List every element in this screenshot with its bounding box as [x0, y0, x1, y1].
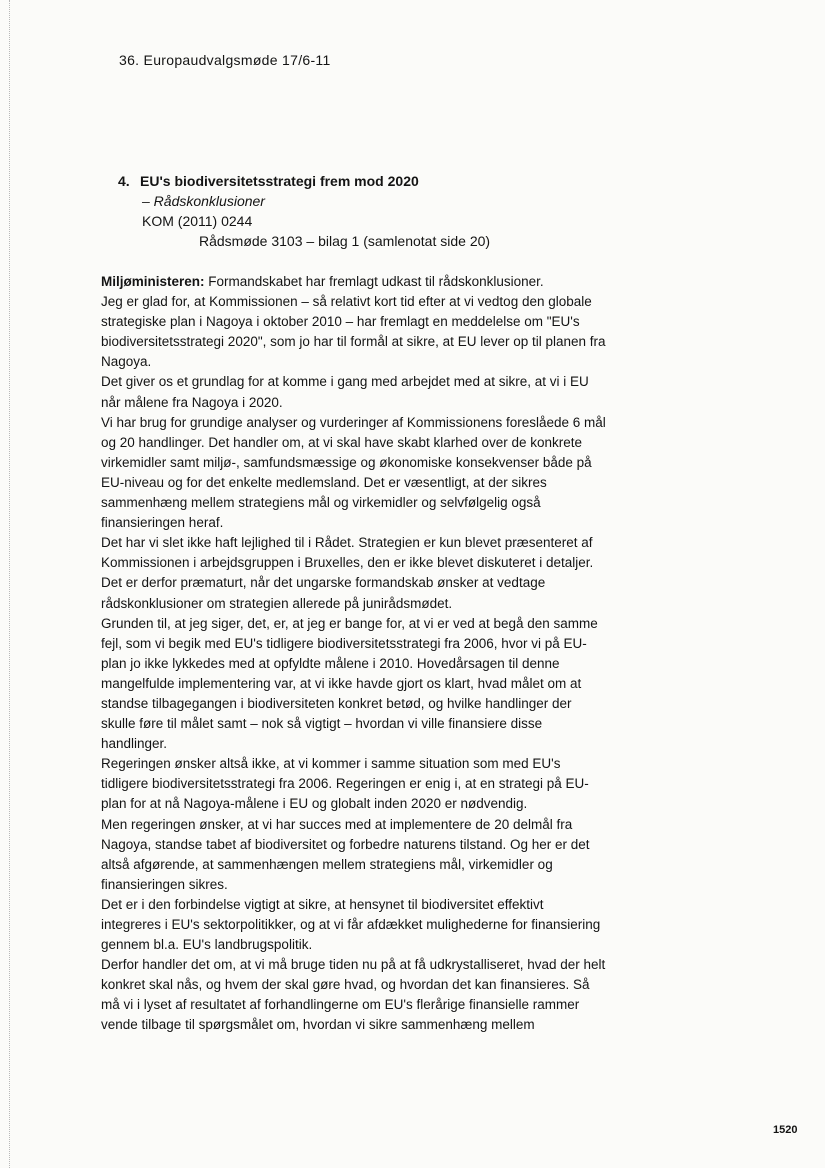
- paragraph: Det har vi slet ikke haft lejlighed til i Rådet. Strategien er kun blevet præsenteret af Kommissionen i arbejdsgruppen i Bruxelles, den er ikke blevet diskuteret i detaljer. Det er derfor præmaturt, når det ungarske formandskab ønsker at vedtage rådskonklusioner om strategien allerede på junirådsmødet.: [101, 535, 594, 611]
- paragraph: Derfor handler det om, at vi må bruge tiden nu på at få udkrystalliseret, hvad der helt konkret skal nås, og hvem der skal gøre hvad, og hvordan det kan finansieres. Så må vi i lyset af resultatet af forhandlingerne om EU's flerårige finansielle rammer vende tilbage til spørgsmålet om, hvordan vi sikre sammenhæng mellem: [101, 957, 606, 1033]
- paragraph: Grunden til, at jeg siger, det, er, at jeg er bange for, at vi er ved at begå den samme fejl, som vi begik med EU's tidligere biodiversitetsstrategi fra 2006, hvor vi på EU-plan jo ikke lykkedes med at opfyldte målene i 2010. Hovedårsagen til denne mangelfulde implementering var, at vi ikke havde gjort os klart, hvad målet om at standse tilbagegangen i biodiversiteten konkret betød, og hvilke handlinger der skulle føre til målet samt – nok så vigtigt – hvordan vi ville finansiere disse handlinger.: [101, 615, 598, 752]
- paragraph: Jeg er glad for, at Kommissionen – så relativt kort tid efter at vi vedtog den globale strategiske plan i Nagoya i oktober 2010 – har fremlagt en meddelelse om "EU's biodiversitetsstrategi 2020", som jo har til formål at sikre, at EU lever op til planen fra Nagoya.: [101, 294, 606, 370]
- statement-body: [101, 272, 606, 1036]
- paragraph: Det er i den forbindelse vigtigt at sikre, at hensynet til biodiversitet effektivt integreres i EU's sektorpolitikker, og at vi får afdækket mulighederne for finansiering gennem bl.a. EU's landbrugspolitik.: [101, 896, 601, 953]
- agenda-item: [118, 171, 490, 251]
- agenda-title: EU's biodiversitetsstrategi frem mod 2020: [140, 173, 419, 189]
- speaker-label: Miljøministeren:: [101, 274, 205, 289]
- agenda-subtitle: – Rådskonklusioner: [142, 193, 265, 209]
- agenda-number: 4.: [118, 173, 130, 189]
- paragraph: Men regeringen ønsker, at vi har succes med at implementere de 20 delmål fra Nagoya, standse tabet af biodiversitet og forbedre naturens tilstand. Og her er det altså afgørende, at sammenhængen mellem strategiens mål, virkemidler og finansieringen sikres.: [101, 816, 590, 892]
- page-margin-line: [9, 0, 10, 1168]
- paragraph: Regeringen ønsker altså ikke, at vi kommer i samme situation som med EU's tidligere biodiversitetsstrategi fra 2006. Regeringen er enig i, at en strategi på EU-plan for at nå Nagoya-målene i EU og globalt inden 2020 er nødvendig.: [101, 756, 589, 812]
- agenda-meeting: Rådsmøde 3103 – bilag 1 (samlenotat side 20): [199, 233, 491, 249]
- paragraph: Det giver os et grundlag for at komme i gang med arbejdet med at sikre, at vi i EU når målene fra Nagoya i 2020.: [101, 374, 589, 410]
- paragraph: [101, 272, 606, 292]
- paragraph-text: Formandskabet har fremlagt udkast til rådskonklusioner.: [204, 274, 544, 289]
- page-number: 1520: [773, 1124, 798, 1136]
- page-header: 36. Europaudvalgsmøde 17/6-11: [119, 52, 331, 68]
- agenda-heading: [118, 171, 490, 191]
- agenda-reference: KOM (2011) 0244: [142, 213, 253, 229]
- paragraph: Vi har brug for grundige analyser og vurderinger af Kommissionens foreslåede 6 mål og 20 handlinger. Det handler om, at vi skal have skabt klarhed over de konkrete virkemidler samt miljø-, samfundsmæssige og økonomiske konsekvenser både på EU-niveau og for det enkelte medlemsland. Det er væsentligt, at der sikres sammenhæng mellem strategiens mål og virkemidler og selvfølgelig også finansieringen heraf.: [101, 414, 606, 531]
